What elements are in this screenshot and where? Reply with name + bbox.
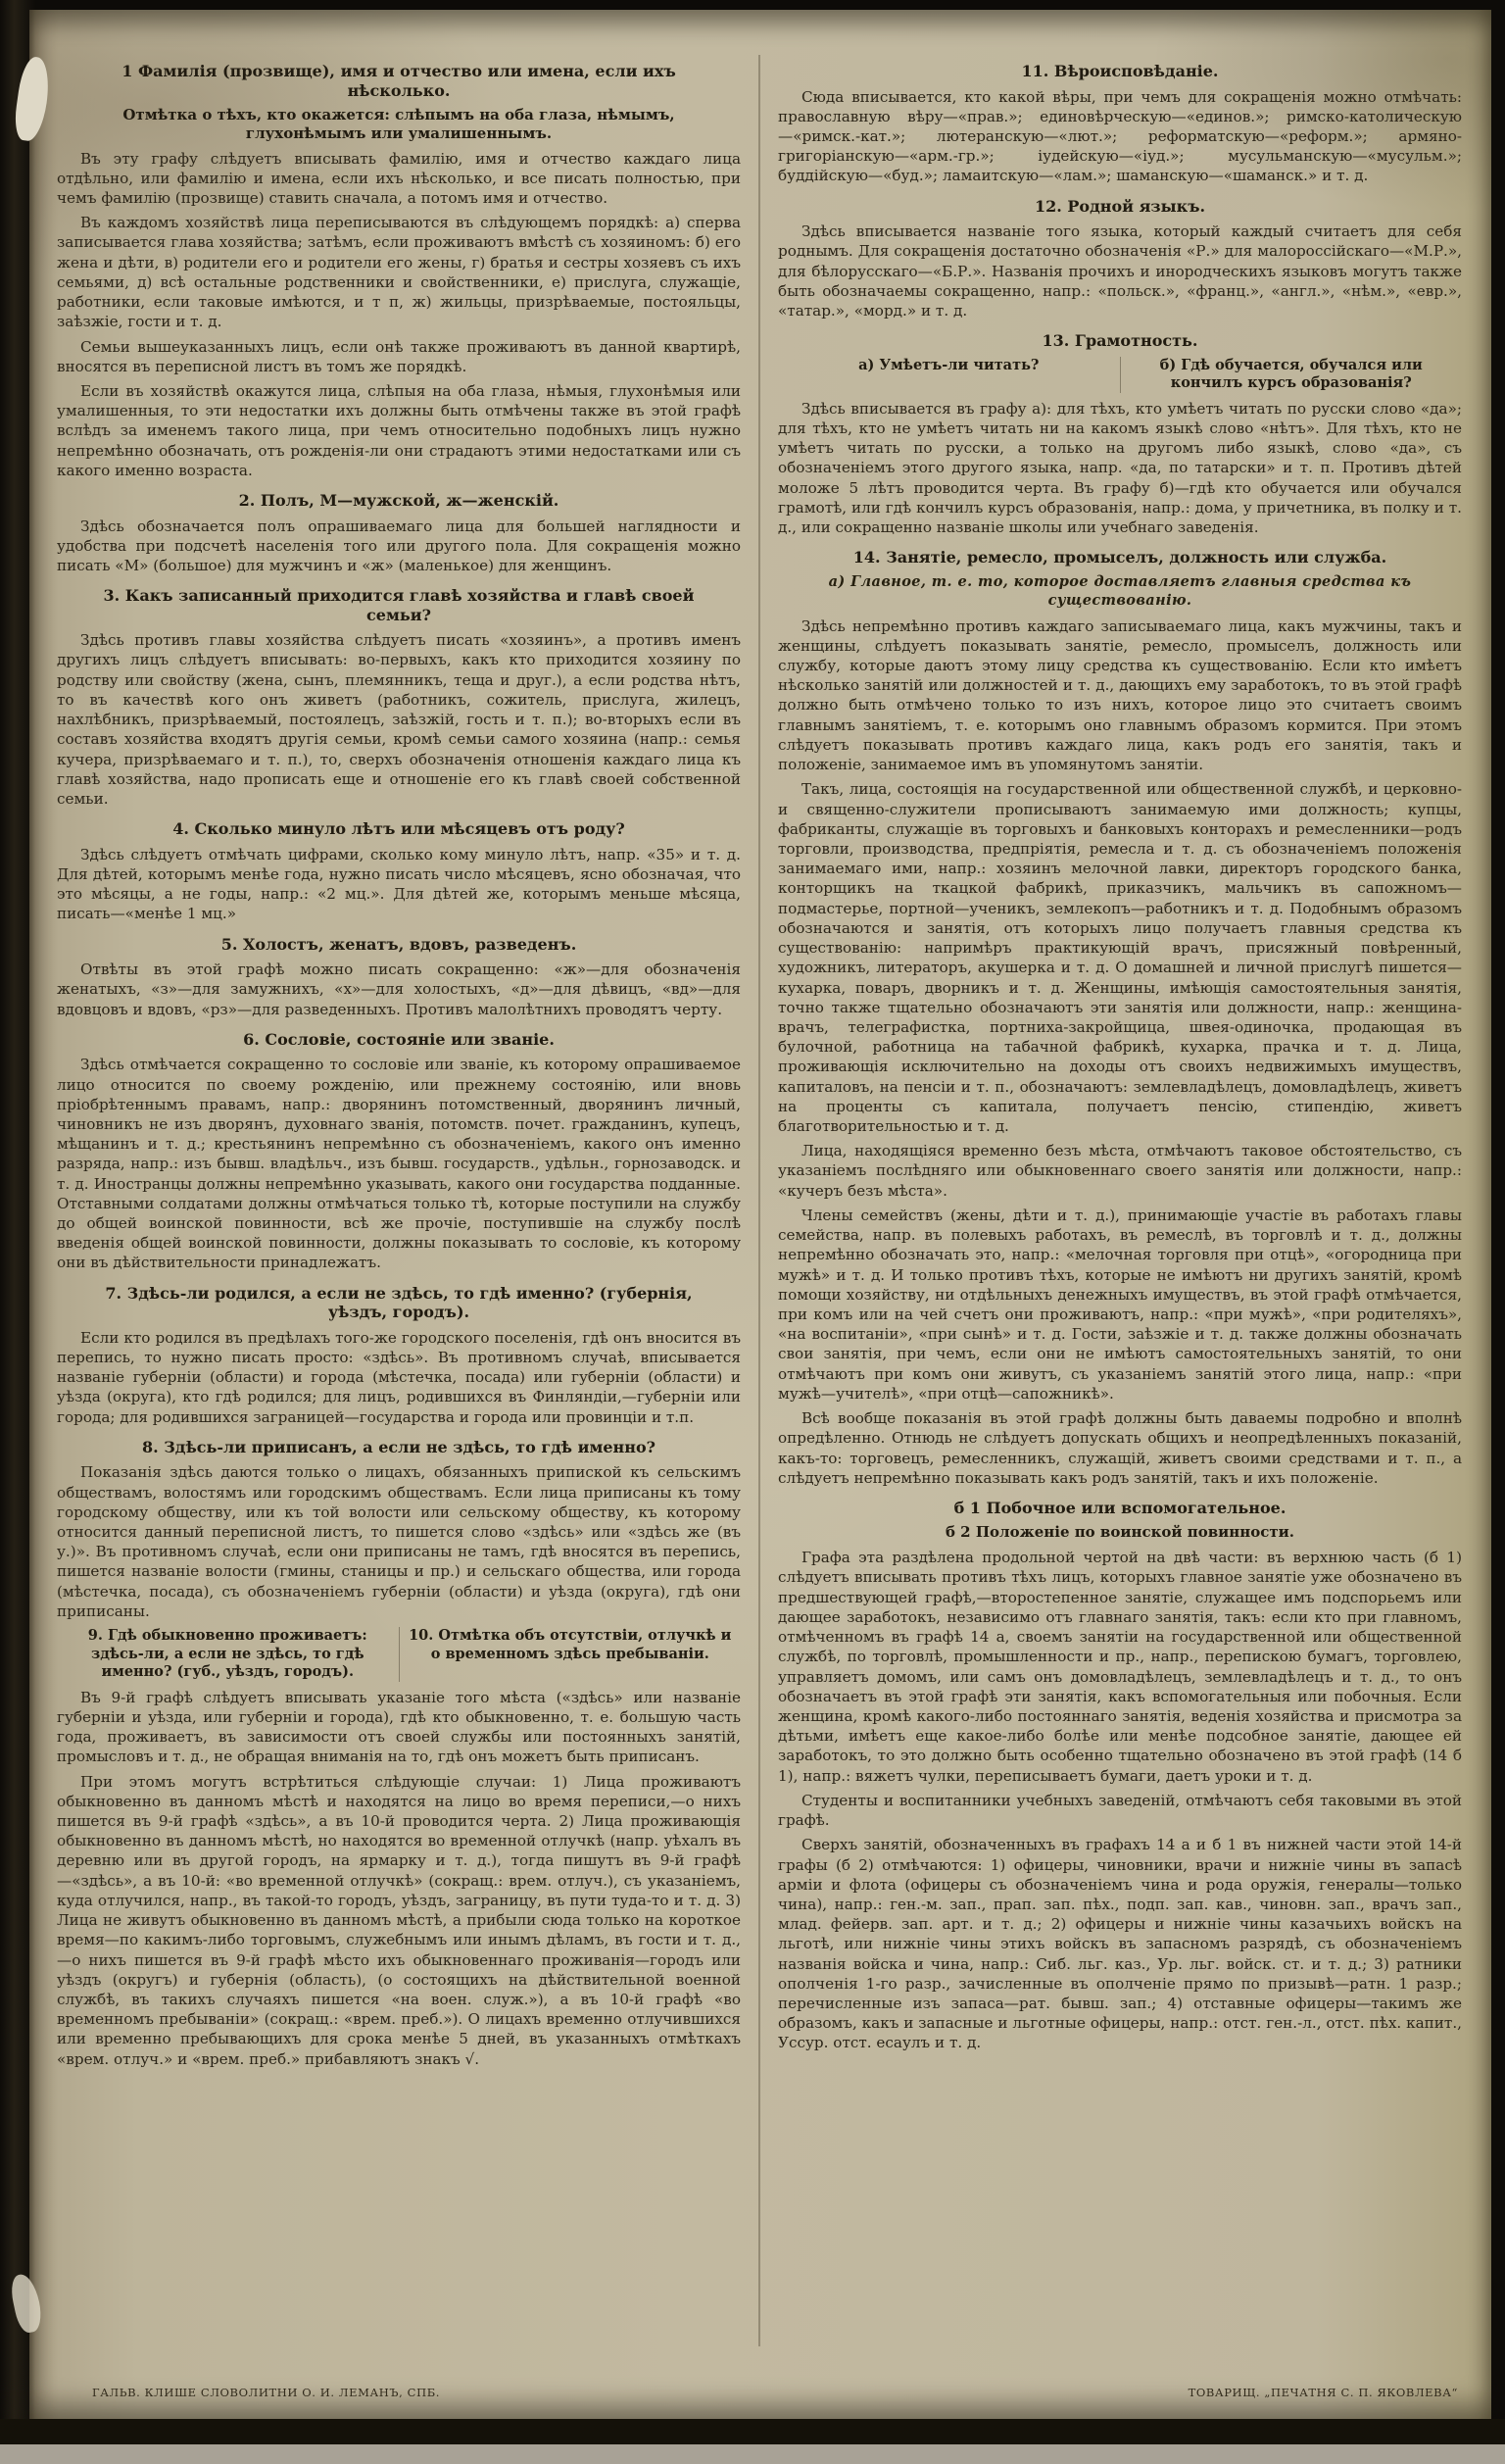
- printer-credit-left: ГАЛЬВ. КЛИШЕ СЛОВОЛИТНИ О. И. ЛЕМАНЪ, СПБ.: [92, 2386, 441, 2399]
- paragraph: Здѣсь отмѣчается сокращенно то сословіе или званіе, къ которому опрашиваемое лицо относится по своему рожденію, или прежнему состоянію, или вновь пріобрѣтеннымъ правамъ, напр.: дворянинъ потомственный, дворянинъ личный, чиновникъ не изъ дворянъ, духовнаго званія, потомств. почет. гражданинъ, купецъ, мѣщанинъ и т. д.; крестьянинъ непремѣнно съ обозначеніемъ, какого онъ именно разряда, напр.: изъ бывш. владѣльч., изъ бывш. государств., удѣльн., горнозаводск. и т. д. Иностранцы должны непремѣнно указывать, какого они государства подданные. Отставными солдатами должны отмѣчаться только тѣ, которые поступили на службу до общей воинской повинности, всѣ же прочіе, поступившіе на службу послѣ введенія общей воинской повинности, должны показывать то сословіе, къ которому они въ дѣйствительности принадлежатъ.: [57, 1056, 741, 1272]
- section-14b: [778, 1499, 1462, 2053]
- section-subnote: б 2 Положеніе по воинской повинности.: [945, 1523, 1295, 1542]
- left-column: [45, 51, 752, 2350]
- paragraph: Показанія здѣсь даются только о лицахъ, обязанныхъ припиской къ сельскимъ обществамъ, волостямъ или городскимъ обществамъ. Если лица приписаны къ тому городскому обществу, или къ той волости или сельскому обществу, къ которому относится данный переписной листъ, то пишется слово «здѣсь» или «здѣсь же (въ у.)». Въ противномъ случаѣ, если они приписаны не тамъ, гдѣ вносятся въ перепись, пишется названіе волости (гмины, станицы и пр.) и сельскаго общества, или города (мѣстечка, посада), съ обозначеніемъ губерніи (области) и уѣзда (округа), гдѣ они приписаны.: [57, 1463, 741, 1620]
- paragraph: Здѣсь слѣдуетъ отмѣчать цифрами, сколько кому минуло лѣтъ, напр. «35» и т. д. Для дѣтей, которымъ менѣе года, нужно писать число мѣсяцевъ, ясно обозначая, что это мѣсяцы, а не годы, напр.: «2 мц.». Для дѣтей же, которымъ меньше мѣсяца, писать—«менѣе 1 мц.»: [57, 845, 741, 923]
- split-heading-row: [57, 1627, 741, 1682]
- section-heading: 2. Полъ, М—мужской, ж—женскій.: [238, 491, 559, 511]
- paragraph: Здѣсь обозначается полъ опрашиваемаго лица для большей наглядности и удобства при подсчетѣ населенія того или другого пола. Для сокращенія можно писать «М» (большое) для мужчинъ и «ж» (маленькое) для женщинъ.: [57, 517, 741, 574]
- split-heading-left: а) Умѣетъ-ли читать?: [858, 356, 1040, 373]
- paragraph: Въ 9-й графѣ слѣдуетъ вписывать указаніе того мѣста («здѣсь» или названіе губерніи и уѣзда, или губерніи и города), гдѣ кто обыкновенно, т. е. большую часть года, проживаетъ, въ зависимости отъ своей службы или постоянныхъ занятій, промысловъ и т. д., не обращая вниманія на то, гдѣ онъ можетъ быть приписанъ.: [57, 1688, 741, 1766]
- paragraph: Графа эта раздѣлена продольной чертой на двѣ части: въ верхнюю часть (б 1) слѣдуетъ вписывать противъ тѣхъ лицъ, которыхъ главное занятіе уже обозначено въ предшествующей графѣ,—второстепенное занятіе, служащее имъ подспорьемъ или дающее заработокъ, независимо отъ главнаго занятія, такъ: если кто при главномъ, отмѣченномъ въ графѣ 14 а, своемъ занятіи на государственной или общественной службѣ, по торговлѣ, промышленности и пр., напр., перепискою бумагъ, торговлею, управляетъ домомъ, или самъ онъ домовладѣлецъ, землевладѣлецъ и т. д., то онъ обозначаетъ въ этой графѣ эти занятія, какъ вспомогательныя или побочныя. Если женщина, кромѣ какого-либо постояннаго занятія, веденія хозяйства и присмотра за дѣтьми, имѣетъ еще какое-либо болѣе или менѣе подсобное занятіе, дающее ей заработокъ, то это должно быть особенно тщательно обозначено въ этой графѣ (14 б 1), напр.: вяжетъ чулки, переписываетъ бумаги, даетъ уроки и т. д.: [778, 1549, 1462, 1785]
- section-heading: 7. Здѣсь-ли родился, а если не здѣсь, то гдѣ именно? (губернія, уѣздъ, городъ).: [105, 1283, 693, 1322]
- section-heading: б 1 Побочное или вспомогательное.: [953, 1498, 1287, 1517]
- split-heading-row: [778, 357, 1462, 393]
- scan-bottom-gray-strip: [0, 2444, 1505, 2464]
- section-heading: 11. Вѣроисповѣданіе.: [1021, 62, 1219, 80]
- section-2: [57, 491, 741, 575]
- section-heading: 3. Какъ записанный приходится главѣ хозяйства и главѣ своей семьи?: [103, 586, 695, 624]
- paper-sheet: [29, 10, 1491, 2419]
- paragraph: Отвѣты въ этой графѣ можно писать сокращенно: «ж»—для обозначенія женатыхъ, «з»—для замужнихъ, «х»—для холостыхъ, «д»—для дѣвицъ, «вд»—для вдовцовъ и вдовъ, «рз»—для разведенныхъ. Противъ малолѣтнихъ проводятъ черту.: [57, 961, 741, 1018]
- section-subheading: а) Главное, т. е. то, которое доставляетъ главныя средства къ существованію.: [828, 572, 1412, 609]
- section-12: [778, 197, 1462, 321]
- section-7: [57, 1284, 741, 1427]
- section-14: [778, 548, 1462, 1488]
- split-heading-divider: [1120, 357, 1121, 393]
- section-4: [57, 819, 741, 923]
- paragraph: Семьи вышеуказанныхъ лицъ, если онѣ также проживаютъ въ данной квартирѣ, вносятся въ переписной листъ въ томъ же порядкѣ.: [57, 337, 741, 375]
- section-heading: 8. Здѣсь-ли приписанъ, а если не здѣсь, то гдѣ именно?: [141, 1437, 656, 1456]
- section-heading: 6. Сословіе, состояніе или званіе.: [243, 1029, 555, 1049]
- section-heading: 1 Фамилія (прозвище), имя и отчество или имена, если ихъ нѣсколько.: [121, 62, 676, 100]
- scan-left-edge-shadow: [0, 0, 35, 2464]
- two-column-text-area: [45, 51, 1474, 2350]
- split-heading-left: 9. Гдѣ обыкновенно проживаетъ: здѣсь-ли, а если не здѣсь, то гдѣ именно? (губ., уѣздъ, городъ).: [87, 1627, 367, 1681]
- paragraph: Здѣсь противъ главы хозяйства слѣдуетъ писать «хозяинъ», а противъ именъ другихъ лицъ слѣдуетъ вписывать: во-первыхъ, какъ кто приходится хозяину по родству или свойству (жена, сынъ, племянникъ, теща и друг.), а если родства нѣтъ, то въ качествѣ кого онъ живетъ (работникъ, сожитель, прислуга, жилецъ, нахлѣбникъ, призрѣваемый, постоялецъ, заѣзжій, гость и т. п.); во-вторыхъ если въ составъ хозяйства входятъ другія семьи, кромѣ семьи самого хозяина (напр.: семья кучера, призрѣваемаго и т. п.), то, сверхъ обозначенія отношенія каждаго лица къ главѣ хозяйства, надо прописать еще и отношеніе его къ главѣ своей собственной семьи.: [57, 631, 741, 808]
- paragraph: Такъ, лица, состоящія на государственной или общественной службѣ, и церковно- и священно-служители прописываютъ занимаемую ими должность; купцы, фабриканты, служащіе въ торговыхъ и банковыхъ конторахъ и ремесленники—родъ торговли, производства, предпріятія, ремесла и т. д. съ обозначеніемъ положенія занимаемаго ими, напр.: хозяинъ мелочной лавки, директоръ городского банка, конторщикъ на ткацкой фабрикѣ, приказчикъ, мальчикъ въ сапожномъ—подмастерье, портной—ученикъ, землекопъ—работникъ и т. д. Подобнымъ образомъ обозначаются и занятія, отъ которыхъ лицо получаетъ главныя средства къ существованію: напримѣръ практикующій врачъ, присяжный повѣренный, художникъ, литераторъ, акушерка и т. д. О домашней и личной прислугѣ пишется—кухарка, поваръ, дворникъ и т. д. Женщины, имѣющія самостоятельныя занятія, точно также тщательно обозначаютъ эти занятія или должности, напр.: женщина-врачъ, телеграфистка, портниха-закройщица, швея-одиночка, продающая въ булочной, работница на табачной фабрикѣ, кухарка, прачка и т. д. Лица, проживающія исключительно на доходы отъ своихъ недвижимыхъ имуществъ, капиталовъ, на пенсіи и т. п., обозначаютъ: землевладѣлецъ, домовладѣлецъ, живетъ на проценты съ капитала, получаетъ пенсію, стипендію, живетъ благотворительностью и т. д.: [778, 780, 1462, 1136]
- section-13: [778, 331, 1462, 537]
- paragraph: Здѣсь непремѣнно противъ каждаго записываемаго лица, какъ мужчины, такъ и женщины, слѣдуетъ показывать занятіе, ремесло, промыселъ, должность или службу, которые даютъ этому лицу средства къ существованію. Если кто имѣетъ нѣсколько занятій или должностей и т. д., дающихъ ему заработокъ, то въ этой графѣ должно быть отмѣчено только то изъ нихъ, которое лицо это считаетъ своимъ главнымъ занятіемъ, т. е. которымъ оно главнымъ образомъ кормится. При этомъ слѣдуетъ показывать противъ каждаго лица, какъ родъ его занятія, такъ и положеніе, занимаемое имъ въ упомянутомъ занятіи.: [778, 616, 1462, 774]
- section-11: [778, 62, 1462, 186]
- split-heading-divider: [399, 1627, 400, 1682]
- section-1: [57, 62, 741, 480]
- paragraph: Здѣсь вписывается названіе того языка, который каждый считаетъ для себя роднымъ. Для сокращенія достаточно обозначенія «Р.» для малороссійскаго—«М.Р.», для бѣлорусскаго—«Б.Р.». Названія прочихъ и инородческихъ языковъ могутъ также быть обозначаемы сокращенно, напр.: «польск.», «франц.», «англ.», «нѣм.», «евр.», «татар.», «морд.» и т. д.: [778, 222, 1462, 320]
- paragraph: Въ эту графу слѣдуетъ вписывать фамилію, имя и отчество каждаго лица отдѣльно, или фамилію и имена, если ихъ нѣсколько, и все писать полностью, при чемъ фамилію (прозвище) ставить сначала, а потомъ имя и отчество.: [57, 149, 741, 207]
- section-heading: 12. Родной языкъ.: [1034, 196, 1206, 216]
- paragraph: Въ каждомъ хозяйствѣ лица переписываются въ слѣдующемъ порядкѣ: а) сперва записывается глава хозяйства; затѣмъ, если проживаютъ вмѣстѣ съ хозяиномъ: б) его жена и дѣти, в) родители его и родители его жены, г) братья и сестры хозяевъ съ ихъ семьями, д) всѣ остальные родственники и свойственники, е) прислуга, служащіе, работники, если таковые имѣются, и т п, ж) жильцы, призрѣваемые, постояльцы, заѣзжіе, гости и т. д.: [57, 214, 741, 331]
- paragraph: Сверхъ занятій, обозначенныхъ въ графахъ 14 а и б 1 въ нижней части этой 14-й графы (б 2) отмѣчаются: 1) офицеры, чиновники, врачи и нижніе чины въ запасѣ арміи и флота (офицеры съ обозначеніемъ чина и рода оружія, генералы—только чина), напр.: ген.-м. зап., прап. зап. пѣх., подп. зап. кав., чиновн. зап., врачъ зап., млад. фейерв. зап. арт. и т. д.; 2) офицеры и нижніе чины казачьихъ войскъ на льготѣ, или нижніе чины этихъ войскъ въ запасномъ разрядѣ, съ обозначеніемъ названія войска и чина, напр.: Сиб. льг. каз., Ур. льг. войск. ст. и т. д.; 3) ратники ополченія 1-го разр., зачисленные въ ополченіе прямо по призывѣ—ратн. 1 разр.; перечисленные изъ запаса—рат. бывш. зап.; 4) отставные офицеры—такимъ же образомъ, какъ и запасные и льготные офицеры, напр.: отст. ген.-л., отст. пѣх. капит., Уссур. отст. есаулъ и т. д.: [778, 1836, 1462, 2052]
- right-column: [766, 51, 1474, 2350]
- section-6: [57, 1030, 741, 1273]
- paragraph: Всѣ вообще показанія въ этой графѣ должны быть даваемы подробно и вполнѣ опредѣленно. Отнюдь не слѣдуетъ допускать общихъ и неопредѣленныхъ показаній, какъ-то: торговецъ, ремесленникъ, служащій, живетъ своими средствами и т. п., а слѣдуетъ непремѣнно показывать какъ родъ занятій, такъ и ихъ положеніе.: [778, 1409, 1462, 1487]
- section-heading: 4. Сколько минуло лѣтъ или мѣсяцевъ отъ роду?: [172, 819, 625, 839]
- section-5: [57, 935, 741, 1019]
- paragraph: Здѣсь вписывается въ графу а): для тѣхъ, кто умѣетъ читать по русски слово «да»; для тѣхъ, кто не умѣетъ читать ни на какомъ языкѣ слово «нѣтъ». Для тѣхъ, кто не умѣетъ читать по русски, а только на другомъ либо языкѣ, слово «да», съ обозначеніемъ этого другого языка, напр. «да, по татарски» и т. п. Противъ дѣтей моложе 5 лѣтъ проводится черта. Въ графу б)—гдѣ кто обучается или обучался грамотѣ, или гдѣ кончилъ курсъ образованія, напр.: дома, у причетника, въ полку и т. д., или сокращенно названіе школы или учебнаго заведенія.: [778, 399, 1462, 537]
- section-heading: 13. Грамотность.: [1042, 331, 1198, 351]
- paragraph: Если въ хозяйствѣ окажутся лица, слѣпыя на оба глаза, нѣмыя, глухонѣмыя или умалишенныя, то эти недостатки ихъ должны быть отмѣчены также въ этой графѣ вслѣдъ за именемъ такого лица, при чемъ относительно подобныхъ лицъ нужно непремѣнно обозначать, отъ рожденія-ли они страдаютъ этими недостатками или съ какого именно возраста.: [57, 381, 741, 479]
- section-9-10: [57, 1627, 741, 2069]
- paragraph: Сюда вписывается, кто какой вѣры, при чемъ для сокращенія можно отмѣчать: православную вѣру—«прав.»; единовѣрческую—«единов.»; римско-католическую—«римск.-кат.»; лютеранскую—«лют.»; реформатскую—«реформ.»; армяно-григоріанскую—«арм.-гр.»; іудейскую—«іуд.»; мусульманскую—«мусульм.»; буддійскую—«буд.»; ламаитскую—«лам.»; шаманскую—«шаманск.» и т. д.: [778, 87, 1462, 185]
- paragraph: Если кто родился въ предѣлахъ того-же городского поселенія, гдѣ онъ вносится въ перепись, то нужно писать просто: «здѣсь». Въ противномъ случаѣ, вписывается названіе губерніи (области) и города (мѣстечка, посада) или губерніи (области) и уѣзда (округа), кто гдѣ родился; для лицъ, родившихся въ Финляндіи,—губерніи или города; для родившихся заграницей—государства и города или провинціи и т.п.: [57, 1328, 741, 1426]
- section-subnote: Отмѣтка о тѣхъ, кто окажется: слѣпымъ на оба глаза, нѣмымъ, глухонѣмымъ или умалишеннымъ.: [122, 106, 675, 142]
- scan-bottom-black-band: [0, 2419, 1505, 2444]
- split-heading-right: б) Гдѣ обучается, обучался или кончилъ курсъ образованія?: [1159, 356, 1423, 392]
- section-heading: 5. Холостъ, женатъ, вдовъ, разведенъ.: [220, 934, 577, 954]
- paragraph: Студенты и воспитанники учебныхъ заведеній, отмѣчаютъ себя таковыми въ этой графѣ.: [778, 1791, 1462, 1830]
- section-heading: 14. Занятіе, ремесло, промыселъ, должность или служба.: [852, 548, 1387, 567]
- section-3: [57, 586, 741, 809]
- paragraph: Члены семействъ (жены, дѣти и т. д.), принимающіе участіе въ работахъ главы семейства, напр. въ полевыхъ работахъ, въ ремеслѣ, въ торговлѣ и т. д., должны непремѣнно обозначать это, напр.: «мелочная торговля при отцѣ», «огородница при мужѣ» и т. д. И только противъ тѣхъ, которые не имѣютъ ни другихъ занятій, кромѣ помощи хозяйству, ни отдѣльныхъ денежныхъ имуществъ, въ этой графѣ отмѣчается, при комъ или на чей счетъ они проживаютъ, напр.: «при мужѣ», «при родителяхъ», «на воспитаніи», «при сынѣ» и т. д. Гости, заѣзжіе и т. д. также должны обозначать свои занятія, при чемъ, если они не имѣютъ самостоятельныхъ занятій, то они отмѣчаютъ при комъ они живутъ, съ указаніемъ занятій этого лица, напр.: «при мужѣ—учителѣ», «при отцѣ—сапожникѣ».: [778, 1206, 1462, 1403]
- column-divider-rule: [758, 55, 760, 2346]
- paragraph: Лица, находящіяся временно безъ мѣста, отмѣчаютъ таковое обстоятельство, съ указаніемъ послѣдняго или обыкновеннаго своего занятія или должности, напр.: «кучеръ безъ мѣста».: [778, 1142, 1462, 1200]
- split-heading-right: 10. Отмѣтка объ отсутствіи, отлучкѣ и о временномъ здѣсь пребываніи.: [409, 1627, 732, 1662]
- printer-credit-right: ТОВАРИЩ. „ПЕЧАТНЯ С. П. ЯКОВЛЕВА“: [1188, 2386, 1458, 2399]
- section-8: [57, 1438, 741, 1621]
- printers-credit-line: [92, 2386, 1458, 2399]
- paragraph: При этомъ могутъ встрѣтиться слѣдующіе случаи: 1) Лица проживаютъ обыкновенно въ данномъ мѣстѣ и находятся на лицо во время переписи,—о нихъ пишется въ 9-й графѣ «здѣсь», а въ 10-й проводится черта. 2) Лица проживающія обыкновенно въ данномъ мѣстѣ, но находятся во временной отлучкѣ (напр. уѣхалъ въ деревню или въ другой городъ, на ярмарку и т. д.), тогда пишутъ въ 9-й графѣ—«здѣсь», а въ 10-й: «во временной отлучкѣ» (сокращ.: врем. отлуч.), съ указаніемъ, куда отлучился, напр., въ такой-то городъ, уѣздъ, заграницу, въ пути туда-то и т. д. 3) Лица не живутъ обыкновенно въ данномъ мѣстѣ, а прибыли сюда только на короткое время—по какимъ-либо торговымъ, служебнымъ или инымъ дѣламъ, въ гости и т. д.,—о нихъ пишется въ 9-й графѣ мѣсто ихъ обыкновеннаго проживанія—городъ или уѣздъ (округъ) и губернія (область), (о состоящихъ на дѣйствительной военной службѣ, въ такихъ случаяхъ пишется «на воен. служ.»), а въ 10-й графѣ «во временномъ пребываніи» (сокращ.: «врем. преб.»). О лицахъ временно отлучившихся или временно пребывающихъ для срока менѣе 5 дней, въ указанныхъ отмѣткахъ «врем. отлуч.» и «врем. преб.» прибавляютъ знакъ √.: [57, 1772, 741, 2068]
